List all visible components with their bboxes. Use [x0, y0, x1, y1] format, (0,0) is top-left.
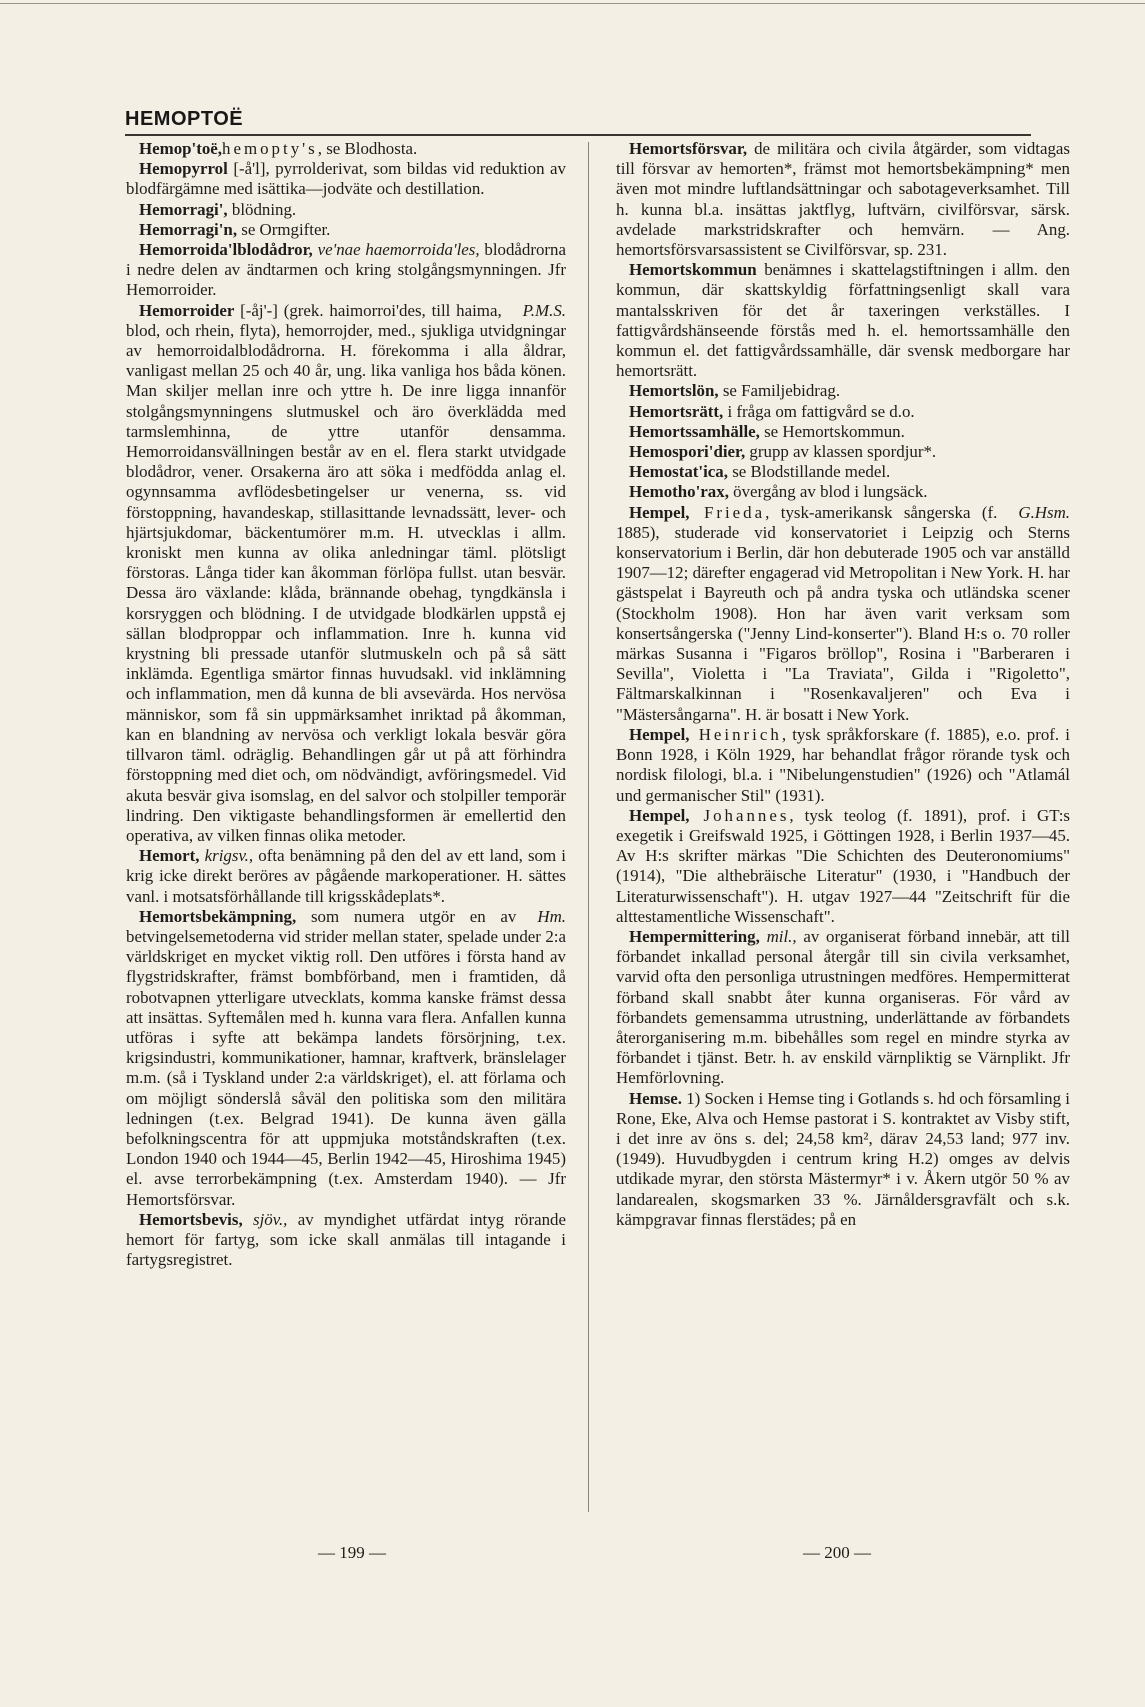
- running-head: HEMOPTOË: [125, 108, 244, 130]
- entry-headword: Hemort,: [139, 846, 200, 866]
- dictionary-entry: [616, 725, 1070, 806]
- entry-headword: Hemorragi',: [139, 199, 228, 219]
- entry-headword: Hemopyrrol: [139, 159, 228, 179]
- dictionary-entry: [616, 927, 1070, 1089]
- dictionary-entry: [126, 200, 566, 220]
- entry-text: av organiserat förband innebär, att till förbandet inkallad personal återgår till sin civila verksamhet, varvid ofta den personliga utrustningen medföres. Hempermitterat förband skall snabbt åter kunna organiseras. För vård av förbandets gemensamma utrustning, underlättande av förbandets återorganisering m.m. bibehålles som regel en mindre styrka av förbandet i tjänst. Betr. h. av enskild värnpliktig se Värnplikt. Jfr Hemförlovning.: [616, 926, 1070, 1088]
- dictionary-entry: [126, 240, 566, 301]
- entry-signature: Hm.: [537, 906, 566, 926]
- dictionary-entry: [616, 482, 1070, 502]
- entry-headword: Hempel,: [629, 805, 690, 825]
- top-edge-rule: [0, 3, 1145, 4]
- entry-headword: Hemorroida'lblodådror,: [139, 240, 313, 260]
- entry-headword: Hempel,: [629, 724, 690, 744]
- entry-text: de militära och civila åtgärder, som vidtagas till försvar av hemorten*, främst mot hemortsbekämpning* men även mot mindre luftlandsättningar och sabotageverksamhet. Till h. kunna bl.a. insättas jaktflyg, luftvärn, civilförsvar, särsk. avdelade markstridskrafter och hemvärn. — Ang. hemortsförsvarsassistent se Civilförsvar, sp. 231.: [616, 139, 1070, 260]
- entry-text: 1) Socken i Hemse ting i Gotlands s. hd och församling i Rone, Eke, Alva och Hemse pastorat i S. kontraktet av Visby stift, i det inre av öns s. del; 24,58 km², därav 24,53 land; 977 inv. (1949). Huvudbygden i centrum kring H.2) omges av delvis utdikade myrar, den största Mästermyr* i v. Åkern utgör 50 % av landarealen, skogsmarken 33 %. Järnåldersgravfält och s.k. kämpgravar finnas flerstädes; på en: [616, 1088, 1070, 1229]
- entry-spaced-name: Frieda: [689, 502, 766, 522]
- entry-text: se Familjebidrag.: [718, 381, 841, 401]
- entry-text: blödning.: [227, 199, 297, 219]
- entry-italic-label: mil.,: [759, 926, 797, 946]
- column-divider: [588, 142, 589, 1512]
- entry-text: , tysk språkforskare (f. 1885), e.o. prof. i Bonn 1928, i Köln 1929, har behandlat frågor rörande tysk och nordisk filologi, bl.a. i "Nibelungenstudien" (1926) och "Atlamál und germanischer Stil" (1931).: [616, 724, 1070, 805]
- entry-text: benämnes i skattelagstiftningen i allm. den kommun, där skattskyldig författningsenligt skall vara mantalsskriven för det år taxeringen verkställes. I fattigvårdshänseende förstås med h. el. hemortssamhälle den kommun el. det fattigvårdssamhälle, där svensk medborgare har hemortsrätt.: [616, 260, 1070, 381]
- dictionary-entry: [616, 462, 1070, 482]
- dictionary-entry: [616, 422, 1070, 442]
- entry-headword: Hempermittering,: [629, 926, 760, 946]
- entry-headword: Hemostat'ica,: [629, 462, 728, 482]
- dictionary-entry: [616, 402, 1070, 422]
- dictionary-entry: [126, 220, 566, 240]
- header-rule: [125, 134, 1031, 136]
- dictionary-entry: [126, 1210, 566, 1271]
- entry-text: se Ormgifter.: [237, 219, 331, 239]
- entry-italic-label: sjöv.,: [242, 1209, 288, 1229]
- entry-headword: Hemse.: [629, 1088, 682, 1108]
- entry-headword: Hemortslön,: [629, 381, 719, 401]
- left-column: [126, 139, 566, 1270]
- entry-spaced-name: Heinrich: [689, 724, 782, 744]
- entry-text: [-åj'-] (grek. haimorroi'des, till haima, blod, och rhein, flyta), hemorrojder, med., sjukliga utvidgningar av hemorroidalblodådrorna. H. förekomma i alla åldrar, vanligast mellan 25 och 40 år, ung. lika vanliga hos båda könen. Man skiljer mellan inre och yttre h. De inre ligga innanför stolgångsmynningens slutmuskel och äro överklädda med tarmslemhinna, de yttre utanför densamma. Hemorroidansvällningen består av en el. flera starkt utvidgade blodådror, vener. Orsakerna äro att söka i medfödda anlag el. ogynnsamma avflödesbetingelser ur venerna, ss. vid förstoppning, havandeskap, stillasittande levnadssätt, lever- och hjärtsjukdomar, bäckentumörer m.m. H. utvecklas i allm. kroniskt men kunna av olika anledningar täml. plötsligt förstoras. Långa tider kan åkomman förlöpa fullst. utan besvär. Dessa äro växlande: klåda, brännande obehag, tyngdkänsla i korsryggen och blödning. I de utvidgade blodkärlen uppstå ej sällan blodproppar och inflammation. Inre h. kunna vid krystning bli pressade utanför slutmuskeln och på så sätt inklämda. Egentliga smärtor finnas huvudsakl. vid inklämning och inflammation, men då kunna de bli avsevärda. Hos nervösa människor, som få sin uppmärksamhet inriktad på åkomman, kan en blandning av nervösa och verkligt lokala besvär göra tillvaron täml. odräglig. Behandlingen går ut på att förhindra förstoppning med diet och, om nödvändigt, avföringsmedel. Vid akuta besvär giva isomslag, en del salvor och stolpiller temporär lindring. Den viktigaste behandlingsformen är emellertid den operativa, av vilken finnas olika metoder.: [126, 300, 566, 845]
- entry-signature: P.M.S.: [522, 300, 566, 320]
- entry-text: , tysk teolog (f. 1891), prof. i GT:s exegetik i Greifswald 1925, i Göttingen 1928, i Berlin 1937—45. Av H:s skrifter märkas "Die Schichten des Deuteronomiums" (1914), "Die althebräische Literatur" (1930, i "Handbuch der Literaturwissenschaft"). H. utgav 1927—44 "Zeitschrift für die alttestamentliche Wissenschaft".: [616, 805, 1070, 926]
- entry-text: , se Blodhosta.: [317, 139, 418, 158]
- entry-text: ofta benämning på den del av ett land, som i krig icke direkt beröres av pågående markoperationer. H. sättes vanl. i motsatsförhållande till krigsskådeplats*.: [126, 846, 566, 906]
- dictionary-entry: [126, 907, 566, 1210]
- dictionary-entry: [616, 381, 1070, 401]
- dictionary-entry: [126, 159, 566, 199]
- entry-headword: Hemortsbevis,: [139, 1209, 243, 1229]
- entry-text: se Hemortskommun.: [759, 421, 905, 441]
- entry-headword: Hemotho'rax,: [629, 482, 729, 502]
- entry-text: som numera utgör en av betvingelsemetoderna vid strider mellan stater, spelade under 2:a världskriget en mycket viktig roll. Den utföres i första hand av flygstridskrafter, främst bombförband, men i framtiden, då robotvapnen ytterligare utvecklats, komma kanske främst dessa att insättas. Syftemålen med h. kunna vara flera. Anfallen kunna utföras i syfte att bekämpa landets försörjning, t.ex. krigsindustri, kommunikationer, hamnar, kraftverk, bränslelager m.m. (så i Tyskland under 2:a världskriget), el. att förlama och om möjligt sönderslå såväl den politiska som den militära ledningen (t.ex. Belgrad 1941). De kunna även gälla befolkningscentra för att uppmjuka motståndskraften (t.ex. London 1940 och 1944—45, Berlin 1942—45, Hiroshima 1945) el. avse terrorbekämpning (t.ex. Amsterdam 1940). — Jfr Hemortsförsvar.: [126, 906, 566, 1209]
- page-number-left: — 199 —: [318, 1543, 386, 1562]
- dictionary-entry: [616, 260, 1070, 381]
- dictionary-entry: [126, 139, 566, 159]
- dictionary-entry: [126, 301, 566, 846]
- entry-spaced-name: hemoptу's: [222, 139, 318, 158]
- entry-text: av myndighet utfärdat intyg rörande hemort för fartyg, som icke skall anmälas till intagande i fartygsregistret.: [126, 1209, 566, 1270]
- entry-text: i fråga om fattigvård se d.o.: [723, 401, 915, 421]
- entry-headword: Hemospori'dier,: [629, 442, 746, 462]
- entry-headword: Hemorragi'n,: [139, 219, 238, 239]
- entry-signature: G.Hsm.: [1018, 502, 1070, 522]
- entry-italic-label: krigsv.,: [199, 846, 254, 866]
- entry-text: blodådrorna i nedre delen av ändtarmen och kring stolgångsmynningen. Jfr Hemorroider.: [126, 240, 566, 300]
- entry-headword: Hemortskommun: [629, 260, 757, 280]
- entry-text: övergång av blod i lungsäck.: [728, 482, 928, 502]
- entry-spaced-name: Johannes: [689, 805, 790, 825]
- page-number-right: — 200 —: [803, 1543, 871, 1562]
- dictionary-entry: [616, 442, 1070, 462]
- entry-headword: Hemortsbekämpning,: [139, 906, 297, 926]
- entry-text: grupp av klassen spordjur*.: [745, 442, 937, 462]
- entry-text: se Blodstillande medel.: [727, 462, 891, 482]
- entry-headword: Hemop'toë,: [139, 139, 223, 158]
- dictionary-entry: [616, 806, 1070, 927]
- right-column: [616, 139, 1070, 1230]
- entry-headword: Hempel,: [629, 502, 690, 522]
- entry-headword: Hemortssamhälle,: [629, 421, 760, 441]
- entry-headword: Hemortsrätt,: [629, 401, 724, 421]
- dictionary-entry: [616, 1089, 1070, 1230]
- entry-headword: Hemortsförsvar,: [629, 139, 748, 158]
- dictionary-entry: [126, 846, 566, 907]
- entry-headword: Hemorroider: [139, 300, 235, 320]
- entry-italic-label: ve'nae haemorroida'les,: [312, 240, 480, 260]
- entry-text: , tysk-amerikansk sångerska (f. 1885), studerade vid konservatoriet i Leipzig och Sterns konservatorium i Berlin, där hon debuterade 1905 och var anställd 1907—12; därefter engagerad vid Metropolitan i New York. H. har gästspelat i Bayreuth och på andra tyska och utländska scener (Stockholm 1908). Hon har även varit verksam som konsertsångerska ("Jenny Lind-konserter"). Bland H:s o. 70 roller märkas Susanna i "Figaros bröllop", Rosina i "Barberaren i Sevilla", Violetta i "La Traviata", Gilda i "Rigoletto", Fältmarskalkinnan i "Rosenkavaljeren" och Eva i "Mästersångarna". H. är bosatt i New York.: [616, 502, 1070, 724]
- dictionary-entry: [616, 139, 1070, 260]
- entry-text: [-å'l], pyrrolderivat, som bildas vid reduktion av blodfärgämne med isättika—jodväte och destillation.: [126, 159, 566, 199]
- dictionary-entry: [616, 503, 1070, 725]
